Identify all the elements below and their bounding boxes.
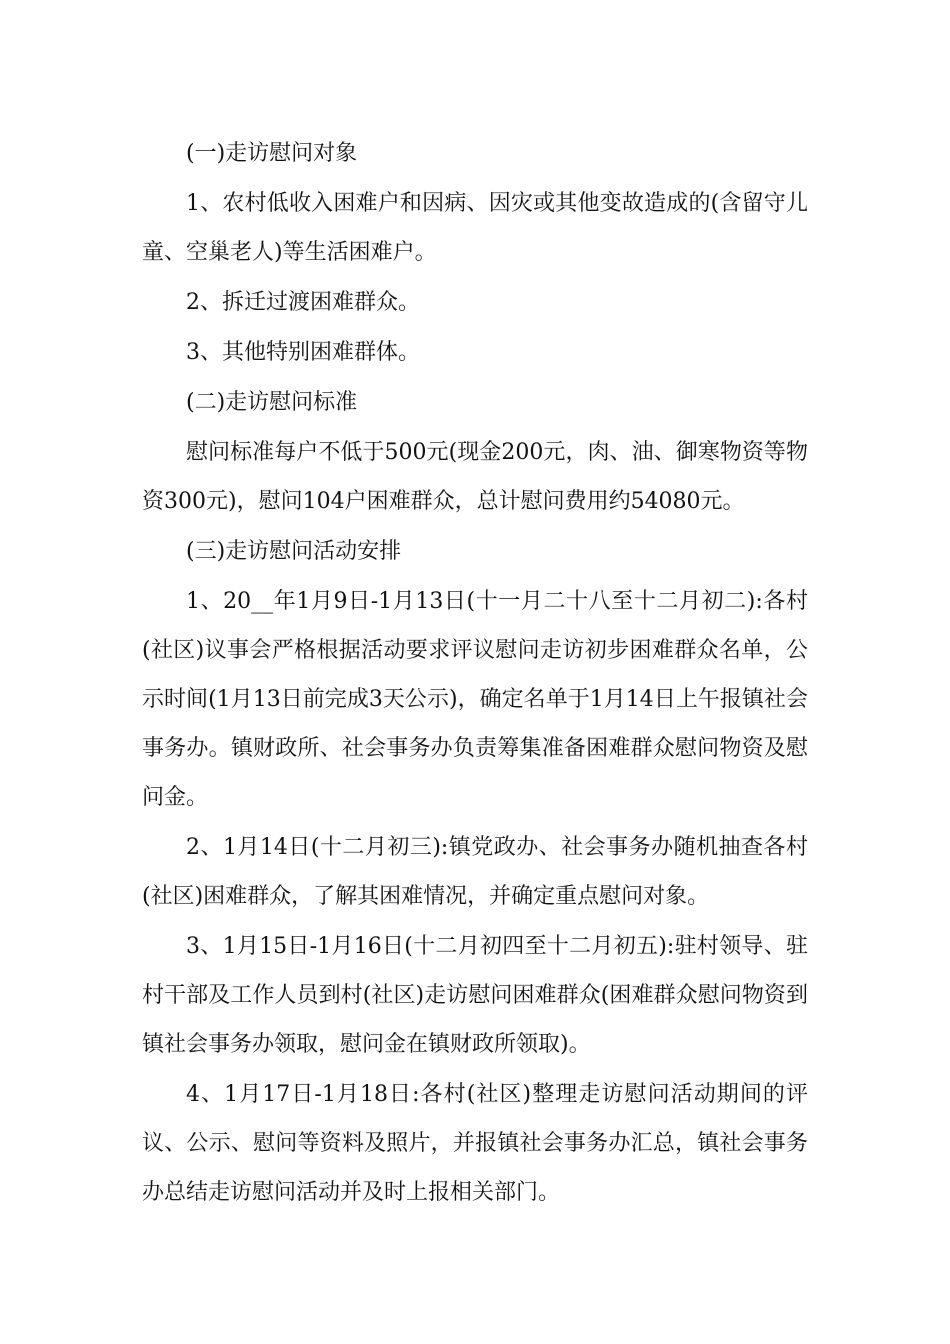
paragraph-target-2: 2、拆迁过渡困难群众。 [186, 290, 420, 315]
paragraph-schedule-4: 4、1月17日-1月18日:各村(社区)整理走访慰问活动期间的评议、公示、慰问等资料及照片，并报镇社会事务办汇总，镇社会事务办总结走访慰问活动并及时上报相关部门。 [142, 1082, 808, 1205]
paragraph-schedule-3: 3、1月15日-1月16日(十二月初四至十二月初五):驻村领导、驻村干部及工作人员到村(社区)走访慰问困难群众(困难群众慰问物资到镇社会事务办领取，慰问金在镇财政所领取)。 [142, 934, 808, 1057]
section-heading-visit-standard: (二)走访慰问标准 [186, 390, 358, 415]
paragraph-standard: 慰问标准每户不低于500元(现金200元，肉、油、御寒物资等物资300元)，慰问104户困难群众，总计慰问费用约54080元。 [142, 440, 808, 514]
section-heading-visit-targets: (一)走访慰问对象 [186, 141, 358, 166]
document-body [142, 129, 808, 1218]
section-heading-activity-schedule: (三)走访慰问活动安排 [186, 539, 402, 564]
paragraph-schedule-2: 2、1月14日(十二月初三):镇党政办、社会事务办随机抽查各村(社区)困难群众，了解其困难情况，并确定重点慰问对象。 [142, 835, 808, 909]
paragraph-target-1: 1、农村低收入困难户和因病、因灾或其他变故造成的(含留守儿童、空巢老人)等生活困难户。 [142, 191, 808, 265]
paragraph-target-3: 3、其他特别困难群体。 [186, 340, 420, 365]
paragraph-schedule-1: 1、20__年1月9日-1月13日(十一月二十八至十二月初二):各村(社区)议事会严格根据活动要求评议慰问走访初步困难群众名单，公示时间(1月13日前完成3天公示)，确定名单于1月14日上午报镇社会事务办。镇财政所、社会事务办负责筹集准备困难群众慰问物资及慰问金。 [142, 589, 808, 810]
